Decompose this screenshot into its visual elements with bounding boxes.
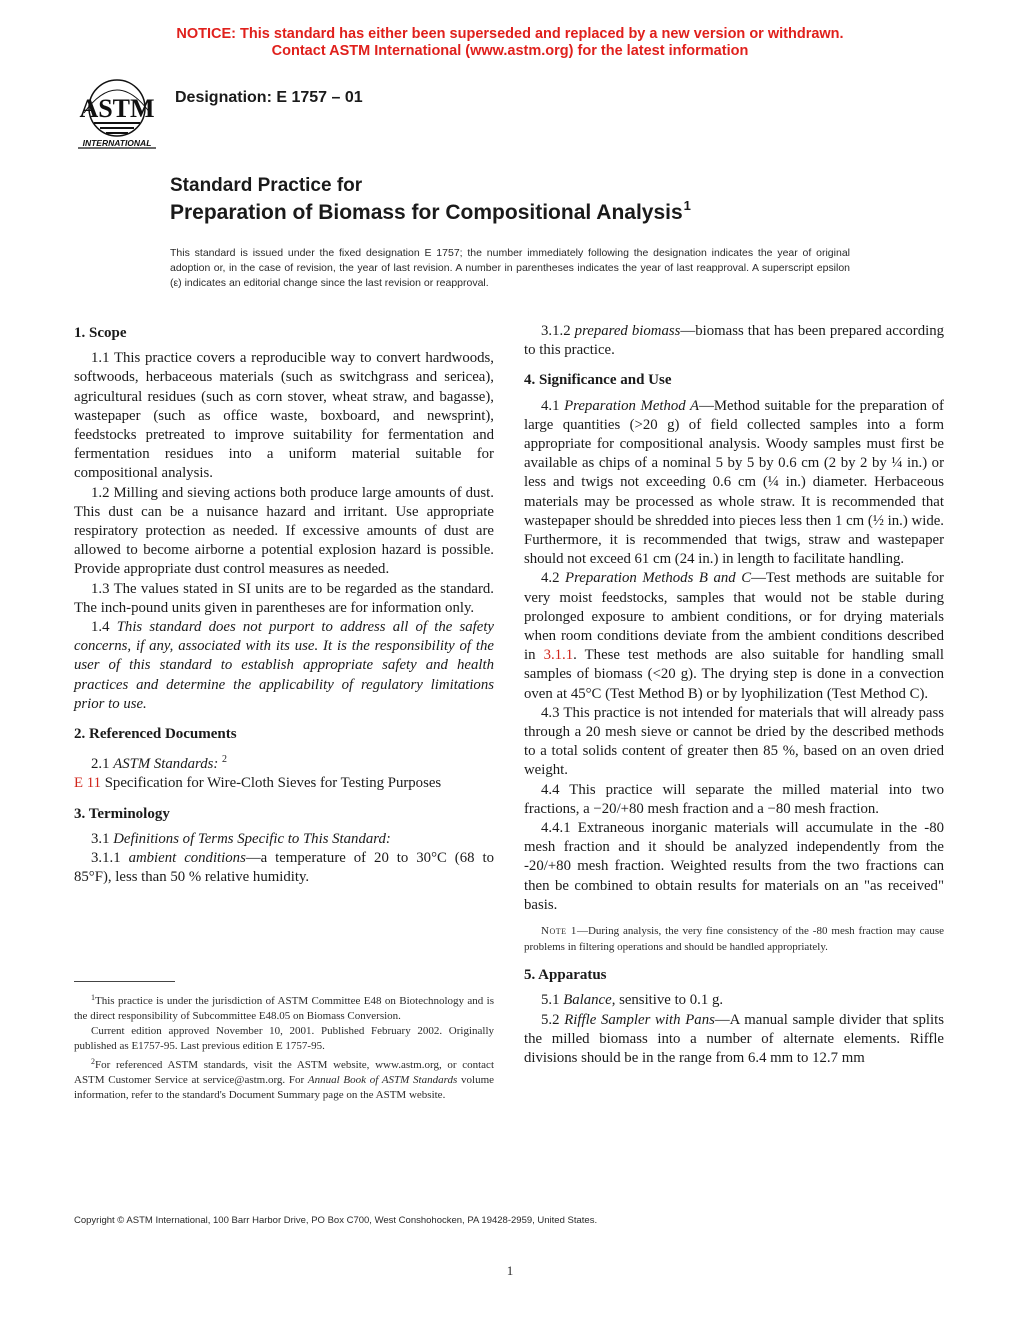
section-4-1 [524, 397, 944, 570]
section-4-4: 4.4 This practice will separate the milled material into two fractions, a −20/+80 mesh fraction and a −80 mesh fraction. [524, 781, 944, 817]
section-4-2-text-b: . These test methods are also suitable for handling small samples of biomass (<20 g). The drying step is done in a convection oven at 45°C (Test Method B) or by lyophilization (Test Method C). [524, 647, 944, 702]
right-column [524, 322, 944, 1068]
section-1-3: 1.3 The values stated in SI units are to be regarded as the standard. The inch-pound units given in parentheses are for information only. [74, 580, 494, 616]
section-3-1-2 [524, 322, 944, 360]
withdrawal-notice [0, 26, 1020, 60]
significance-heading: 4. Significance and Use [524, 372, 672, 389]
section-5-2 [524, 1011, 944, 1069]
section-5-1 [524, 991, 944, 1010]
copyright-line: Copyright © ASTM International, 100 Barr Harbor Drive, PO Box C700, West Conshohocken, PA 19428-2959, United States. [74, 1215, 598, 1226]
logo-subtext: INTERNATIONAL [82, 138, 152, 148]
footnote-2-text-a: For referenced ASTM standards, visit the ASTM website, www.astm.org, or contact ASTM Customer Service at service@astm.org. For [74, 1059, 494, 1086]
notice-line-2: Contact ASTM International (www.astm.org) for the latest information [271, 43, 749, 59]
section-2-1-footnote-mark: 2 [222, 754, 227, 766]
section-3-1-1-num: 3.1.1 [91, 850, 121, 867]
section-5-2-title: Riffle Sampler with Pans [564, 1011, 715, 1028]
e11-link[interactable]: E 11 [74, 775, 101, 792]
title-line-2 [170, 198, 691, 225]
designation: Designation: E 1757 – 01 [175, 89, 363, 106]
section-3-1-title: Definitions of Terms Specific to This Standard: [113, 830, 391, 847]
section-4-1-text: —Method suitable for the preparation of large quantities (>20 g) of field collected samples into a form appropriate for compositional analysis. Woody samples must first be available as chips of a nominal 5 by 5 by 0.6 cm (2 by 2 by ¼ in.) or less and twigs not exceeding 0.6 cm (¼ in.) diameter. Herbaceous materials may be processed as whole straw. It is recommended that wastepaper should be shredded into pieces less then 1 cm (½ in.) wide. Furthermore, it is recommended that twigs, straw and wastepaper should not exceed 61 cm (24 in.) in length to facilitate handling. [524, 397, 944, 568]
term-ambient-conditions: ambient conditions [128, 850, 246, 867]
section-4-1-title: Preparation Method A [564, 397, 700, 414]
section-5-1-title: Balance [563, 992, 612, 1009]
note-1-label: Note 1 [541, 925, 577, 938]
footnote-1 [74, 990, 494, 1024]
section-3-1-1-link[interactable]: 3.1.1 [543, 647, 574, 664]
notice-line-1: NOTICE: This standard has either been superseded and replaced by a new version or withdrawn. [176, 26, 844, 42]
section-3-1-1 [74, 849, 494, 887]
section-5-1-text: , sensitive to 0.1 g. [611, 992, 724, 1009]
footnote-2 [74, 1054, 494, 1103]
issued-statement: This standard is issued under the fixed designation E 1757; the number immediately following the designation indicates the year of original adoption or, in the case of revision, the year of last revision. A number in parentheses indicates the year of last reapproval. A superscript epsilon (ε) indicates an editorial change since the last revision or reapproval. [170, 247, 850, 289]
section-4-2-text-a: —Test methods are suitable for very moist feedstocks, samples that would not be stable during prolonged exposure to ambient conditions, or for drying materials when room conditions deviate from the ambient conditions described in [524, 570, 944, 664]
section-5-2-num: 5.2 [541, 1011, 560, 1028]
section-4-4-1: 4.4.1 Extraneous inorganic materials will accumulate in the -80 mesh fraction and it should be analyzed independently from the -20/+80 mesh fraction. Weighted results from the two fractions can then be combined to obtain results for materials on an "as received" basis. [524, 820, 944, 913]
footnote-2-text-b: volume information, refer to the standard's Document Summary page on the ASTM website. [74, 1074, 495, 1101]
apparatus-heading: 5. Apparatus [524, 967, 607, 984]
e11-reference [74, 774, 494, 793]
section-2-1-title: ASTM Standards: [113, 756, 219, 773]
section-4-2 [524, 569, 944, 703]
scope-heading: 1. Scope [74, 325, 127, 341]
note-1 [524, 923, 944, 955]
section-4-3: 4.3 This practice is not intended for materials that will already pass through a 20 mesh sieve or cannot be dried by the described methods to a total solids content of greater then 85 %, based on an oven dried weight. [524, 704, 944, 779]
footnote-2-mark: 2 [91, 1057, 95, 1066]
title-line-1: Standard Practice for [170, 175, 363, 196]
title-footnote-mark: 1 [683, 198, 691, 213]
title-main: Preparation of Biomass for Compositional Analysis [170, 201, 683, 224]
section-3-1-2-num: 3.1.2 [541, 323, 571, 339]
footnote-rule [74, 981, 175, 982]
term-prepared-biomass: prepared biomass [574, 323, 681, 339]
section-1-4 [74, 618, 494, 714]
section-2-1-num: 2.1 [91, 756, 110, 773]
section-1-2: 1.2 Milling and sieving actions both produce large amounts of dust. This dust can be a nuisance hazard and irritant. Use appropriate respiratory protection as needed. If excessive amounts of dust are allowed to become airborne a potential explosion hazard is possible. Provide appropriate dust control measures as needed. [74, 484, 494, 578]
footnote-1-text: This practice is under the jurisdiction of ASTM Committee E48 on Biotechnology and is the direct responsibility of Subcommittee E48.05 on Biomass Conversion. [74, 995, 494, 1022]
logo-text: ASTM [79, 94, 155, 123]
referenced-documents-heading: 2. Referenced Documents [74, 726, 237, 743]
footnote-2-italic: Annual Book of ASTM Standards [307, 1074, 458, 1086]
footnote-1-edition: Current edition approved November 10, 2001. Published February 2002. Originally published as E1757-95. Last previous edition E 1757-95. [74, 1025, 494, 1052]
footnotes [74, 990, 494, 1103]
e11-title: Specification for Wire-Cloth Sieves for Testing Purposes [104, 775, 442, 792]
section-1-4-num: 1.4 [91, 619, 110, 636]
section-3-1-1-text: —a temperature of 20 to 30°C (68 to 85°F), less than 50 % relative humidity. [74, 850, 494, 886]
section-3-1-2-text: —biomass that has been prepared according to this practice. [524, 323, 944, 359]
section-5-1-num: 5.1 [541, 992, 560, 1009]
section-3-1 [74, 830, 494, 849]
astm-logo [74, 75, 160, 151]
section-1-4-text: This standard does not purport to address all of the safety concerns, if any, associated with its use. It is the responsibility of the user of this standard to establish appropriate safety and health practices and determine the applicability of regulatory limitations prior to use. [74, 619, 494, 712]
left-column [74, 322, 494, 887]
footnote-1-mark: 1 [91, 993, 95, 1002]
terminology-heading: 3. Terminology [74, 805, 170, 822]
section-4-1-num: 4.1 [541, 397, 560, 414]
section-5-2-text: —A manual sample divider that splits the milled biomass into a number of alternate elements. Riffle divisions should be in the range from 6.4 mm to 12.7 mm [524, 1011, 944, 1066]
section-4-2-num: 4.2 [541, 570, 560, 587]
section-2-1 [74, 750, 494, 774]
note-1-text: —During analysis, the very fine consistency of the -80 mesh fraction may cause problems in filtering operations and should be handled appropriately. [524, 925, 944, 954]
section-1-1: 1.1 This practice covers a reproducible way to convert hardwoods, softwoods, herbaceous materials (such as switchgrass and sericea), agricultural residues (such as corn stover, wheat straw, and bagasse), wastepaper (such as office waste, boxboard, and newsprint), feedstocks pretreated to improve suitability for fermentation and fermentation residues into a uniform material suitable for compositional analysis. [74, 350, 494, 482]
section-4-2-title: Preparation Methods B and C [565, 570, 752, 587]
page-number: 1 [506, 1263, 514, 1278]
section-3-1-num: 3.1 [91, 830, 110, 847]
